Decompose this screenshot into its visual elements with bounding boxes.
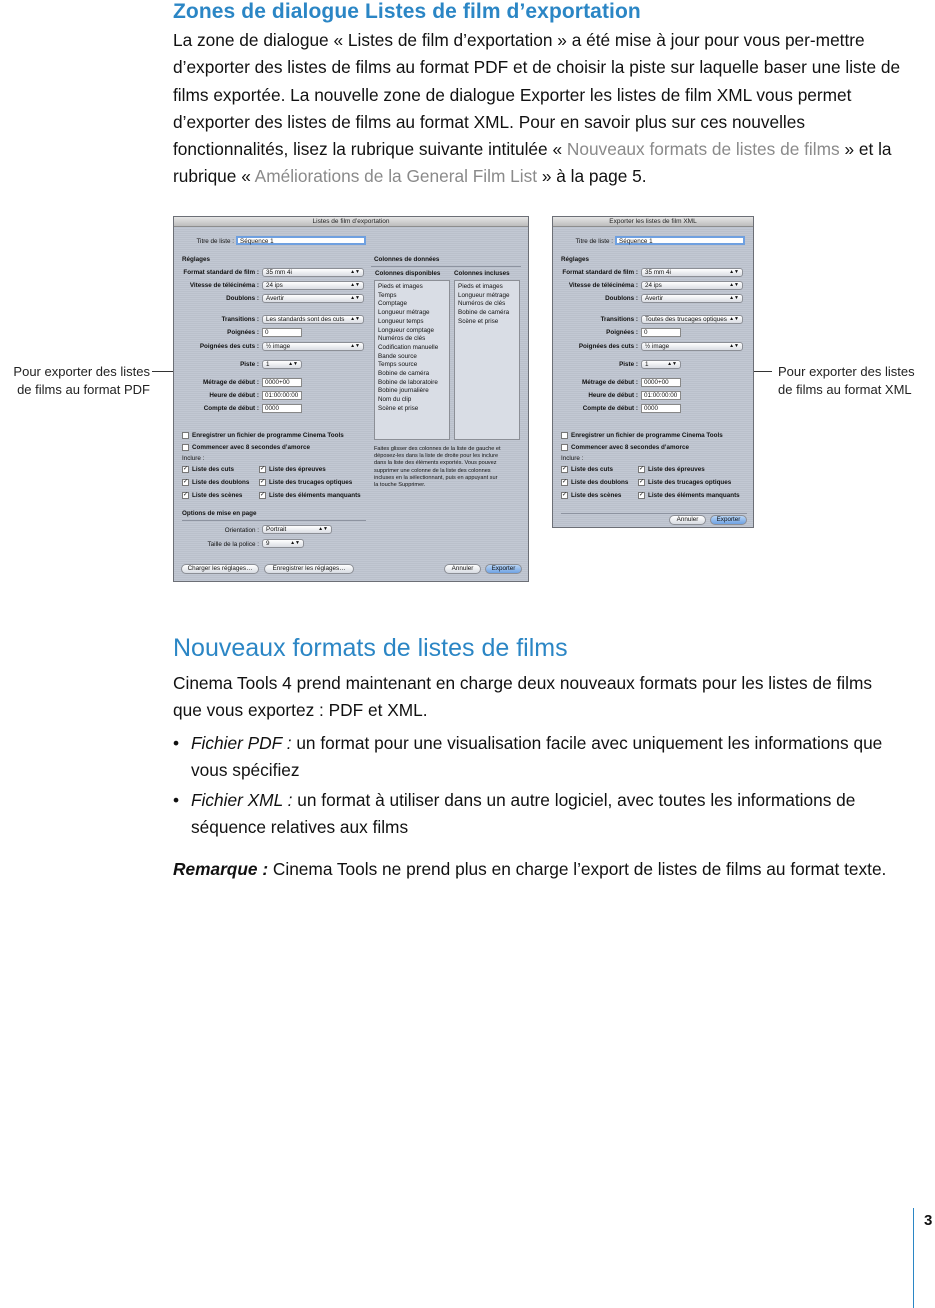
list-item[interactable]: Scène et prise [458, 317, 499, 325]
track-select[interactable]: 1 ▲▼ [262, 360, 302, 369]
include-checkbox[interactable]: ✓ [260, 492, 266, 498]
film-format-label: Format standard de film : [562, 269, 638, 276]
include-checkbox[interactable]: ✓ [562, 492, 568, 498]
list-item[interactable]: Numéros de clés [378, 335, 426, 343]
include-checkbox[interactable]: ✓ [183, 479, 189, 485]
link-new-formats[interactable]: Nouveaux formats de listes de films [566, 139, 840, 160]
include-label: Liste des éléments manquants [648, 492, 740, 499]
cut-handles-label: Poignées des cuts : [199, 343, 259, 350]
callout-xml: Pour exporter des listes de films au format XML [778, 364, 915, 397]
list-item [173, 730, 903, 785]
start-time-input[interactable]: 01:00:00:00 [262, 391, 302, 400]
list-title-input[interactable]: Séquence 1 [236, 236, 366, 245]
list-item[interactable]: Pieds et images [378, 283, 423, 290]
film-format-select[interactable]: 35 mm 4i ▲▼ [641, 268, 743, 277]
start-footage-input[interactable]: 0000+00 [262, 378, 302, 387]
leader-label: Commencer avec 8 secondes d’amorce [192, 444, 310, 451]
transitions-label: Transitions : [221, 316, 259, 323]
callout-pdf: Pour exporter des listes de films au format PDF [13, 364, 150, 397]
list-item[interactable]: Scène et prise [378, 404, 419, 412]
settings-header: Réglages [182, 256, 210, 263]
start-footage-input[interactable]: 0000+00 [641, 378, 681, 387]
leader-checkbox[interactable] [182, 444, 189, 451]
list-item[interactable]: Pieds et images [458, 283, 503, 290]
list-item [173, 787, 903, 842]
include-label: Liste des cuts [192, 466, 234, 473]
handles-input[interactable]: 0 [641, 328, 681, 337]
save-program-label: Enregistrer un fichier de programme Cinema Tools [571, 432, 723, 439]
handles-input[interactable]: 0 [262, 328, 302, 337]
telecine-speed-label: Vitesse de télécinéma : [568, 282, 638, 289]
list-title-input[interactable]: Séquence 1 [615, 236, 745, 245]
list-item[interactable]: Numéros de clés [458, 300, 506, 308]
cancel-button[interactable]: Annuler [669, 515, 706, 525]
track-label: Piste : [240, 361, 259, 368]
columns-header: Colonnes de données [374, 256, 440, 263]
list-item[interactable]: Longueur comptage [378, 326, 435, 334]
separator [182, 520, 366, 521]
save-program-label: Enregistrer un fichier de programme Cinema Tools [192, 432, 344, 439]
include-label: Liste des cuts [571, 466, 613, 473]
cut-handles-select[interactable]: ½ image ▲▼ [641, 342, 743, 351]
font-size-label: Taille de la police : [207, 541, 259, 548]
bullet-term: Fichier XML : [191, 790, 293, 810]
help-text-line: supprimer une colonne de la liste des colonnes [374, 467, 491, 474]
bullet-term: Fichier PDF : [191, 733, 292, 753]
save-program-checkbox[interactable] [561, 432, 568, 439]
include-checkbox[interactable]: ✓ [639, 466, 645, 472]
help-text-line: Faites glisser des colonnes de la liste de gauche et [374, 446, 501, 452]
list-item[interactable]: Bobine de laboratoire [378, 378, 438, 386]
help-text-line: déposez-les dans la liste de droite pour les inclure [374, 453, 499, 460]
list-item[interactable]: Temps [378, 291, 397, 299]
included-header: Colonnes incluses [454, 270, 510, 277]
orientation-label: Orientation : [224, 527, 259, 534]
include-label: Inclure : [182, 455, 205, 462]
list-item[interactable]: Longueur temps [378, 317, 424, 325]
start-time-input[interactable]: 01:00:00:00 [641, 391, 681, 400]
include-label: Liste des épreuves [269, 466, 326, 473]
settings-header: Réglages [561, 256, 589, 263]
bullet-text: un format pour une visualisation facile avec uniquement les informations que vous spécifiez [191, 733, 883, 781]
list-item[interactable]: Longueur métrage [378, 309, 430, 317]
list-item[interactable]: Bande source [378, 352, 417, 360]
link-general-film-list[interactable]: Améliorations de la General Film List [254, 166, 538, 187]
leader-label: Commencer avec 8 secondes d’amorce [571, 444, 689, 451]
include-label: Liste des épreuves [648, 466, 705, 473]
telecine-speed-select[interactable]: 24 ips ▲▼ [641, 281, 743, 290]
track-label: Piste : [619, 361, 638, 368]
transitions-label: Transitions : [600, 316, 638, 323]
telecine-speed-select[interactable]: 24 ips ▲▼ [262, 281, 364, 290]
handles-label: Poignées : [227, 329, 259, 336]
dialogs-paragraph [173, 27, 903, 191]
list-item[interactable]: Codification manuelle [378, 343, 439, 351]
dialog-body [174, 228, 528, 581]
save-program-checkbox[interactable] [182, 432, 189, 439]
section-heading-dialogs: Zones de dialogue Listes de film d’exportation [173, 0, 641, 23]
include-checkbox[interactable]: ✓ [562, 466, 568, 472]
export-button[interactable]: Exporter [710, 515, 747, 525]
start-count-label: Compte de début : [582, 405, 638, 412]
export-button[interactable]: Exporter [485, 564, 522, 574]
cut-handles-label: Poignées des cuts : [578, 343, 638, 350]
include-label: Liste des scènes [192, 492, 243, 499]
section-heading-formats: Nouveaux formats de listes de films [173, 634, 568, 662]
list-item[interactable]: Nom du clip [378, 396, 412, 404]
para-text: » à la page 5. [537, 166, 647, 187]
film-format-label: Format standard de film : [183, 269, 259, 276]
start-footage-label: Métrage de début : [203, 379, 259, 386]
include-label: Liste des éléments manquants [269, 492, 361, 499]
include-checkbox[interactable]: ✓ [183, 466, 189, 472]
transitions-select[interactable]: Toutes des trucages optiques ▲▼ [641, 315, 743, 324]
dialog-title: Exporter les listes de film XML [553, 217, 753, 227]
para-text: » et la rubrique « [173, 139, 892, 187]
cancel-button[interactable]: Annuler [444, 564, 481, 574]
load-settings-button[interactable]: Charger les réglages… [181, 564, 259, 574]
include-label: Liste des doublons [571, 479, 629, 486]
available-columns-list[interactable] [374, 280, 450, 440]
film-format-select[interactable]: 35 mm 4i ▲▼ [262, 268, 364, 277]
bullet-glyph: • [173, 790, 180, 810]
separator [561, 513, 747, 514]
bullet-text: un format à utiliser dans un autre logiciel, avec toutes les informations de séquence relatives aux films [191, 790, 856, 838]
transitions-select[interactable]: Les standards sont des cuts ▲▼ [262, 315, 364, 324]
available-header: Colonnes disponibles [375, 270, 441, 277]
dialog-body [553, 228, 753, 527]
include-checkbox[interactable]: ✓ [562, 479, 568, 485]
formats-paragraph: Cinema Tools 4 prend maintenant en charge deux nouveaux formats pour les listes de films que vous exportez : PDF et XML. [173, 673, 872, 721]
handles-label: Poignées : [606, 329, 638, 336]
cut-handles-select[interactable]: ½ image ▲▼ [262, 342, 364, 351]
note-label: Remarque : [173, 859, 269, 879]
duplicates-select[interactable]: Avertir ▲▼ [262, 294, 364, 303]
font-size-select[interactable]: 9 ▲▼ [262, 539, 304, 548]
help-text-line: dans la liste des éléments exportés. Vous pouvez [374, 460, 497, 467]
included-columns-list[interactable] [454, 280, 520, 440]
xml-export-dialog [552, 216, 754, 528]
dialog-title: Listes de film d’exportation [174, 217, 528, 227]
help-text-line: incluses en la sélectionnant, puis en appuyant sur [374, 474, 498, 481]
list-item[interactable]: Comptage [378, 300, 408, 308]
leader-checkbox[interactable] [561, 444, 568, 451]
include-label: Inclure : [561, 455, 584, 462]
list-title-label: Titre de liste : [575, 238, 613, 245]
bullet-glyph: • [173, 733, 180, 753]
start-count-input[interactable]: 0000 [262, 404, 302, 413]
duplicates-label: Doublons : [605, 295, 638, 302]
start-count-input[interactable]: 0000 [641, 404, 681, 413]
start-time-label: Heure de début : [588, 392, 638, 399]
layout-header: Options de mise en page [182, 510, 257, 517]
include-checkbox[interactable]: ✓ [639, 479, 645, 485]
pdf-export-dialog [173, 216, 529, 582]
note-text: Cinema Tools ne prend plus en charge l’export de listes de films au format texte. [268, 859, 887, 879]
include-checkbox[interactable]: ✓ [260, 466, 266, 472]
start-footage-label: Métrage de début : [582, 379, 638, 386]
list-item[interactable]: Longueur métrage [458, 291, 510, 299]
include-label: Liste des doublons [192, 479, 250, 486]
start-time-label: Heure de début : [209, 392, 259, 399]
include-label: Liste des scènes [571, 492, 622, 499]
duplicates-label: Doublons : [226, 295, 259, 302]
list-title-label: Titre de liste : [196, 238, 234, 245]
list-item[interactable]: Bobine journalière [378, 387, 429, 395]
note-paragraph [173, 856, 903, 883]
para-text: La zone de dialogue « Listes de film d’exportation » a été mise à jour pour vous per-mettre d’exporter des listes de films au format PDF et de choisir la piste sur laquelle baser une liste de films exportée. La nouvelle zone de dialogue Exporter les listes de film XML vous permet d’exporter des listes de films au format XML. Pour en savoir plus sur ces nouvelles fonctionnalités, lisez la rubrique suivante intitulée « [173, 30, 901, 160]
orientation-select[interactable]: Portrait ▲▼ [262, 525, 332, 534]
list-item[interactable]: Bobine de caméra [378, 370, 430, 377]
track-select[interactable]: 1 ▲▼ [641, 360, 681, 369]
start-count-label: Compte de début : [203, 405, 259, 412]
separator [371, 266, 521, 267]
include-checkbox[interactable]: ✓ [639, 492, 645, 498]
help-text-line: la touche Supprimer. [374, 482, 426, 488]
save-settings-button[interactable]: Enregistrer les réglages… [264, 564, 354, 574]
include-label: Liste des trucages optiques [648, 479, 732, 486]
telecine-speed-label: Vitesse de télécinéma : [189, 282, 259, 289]
include-checkbox[interactable]: ✓ [260, 479, 266, 485]
duplicates-select[interactable]: Avertir ▲▼ [641, 294, 743, 303]
include-checkbox[interactable]: ✓ [183, 492, 189, 498]
list-item[interactable]: Bobine de caméra [458, 309, 510, 317]
page-number: 3 [924, 1212, 933, 1229]
page-number-rule [913, 1208, 914, 1308]
list-item[interactable]: Temps source [378, 361, 418, 369]
include-label: Liste des trucages optiques [269, 479, 353, 486]
